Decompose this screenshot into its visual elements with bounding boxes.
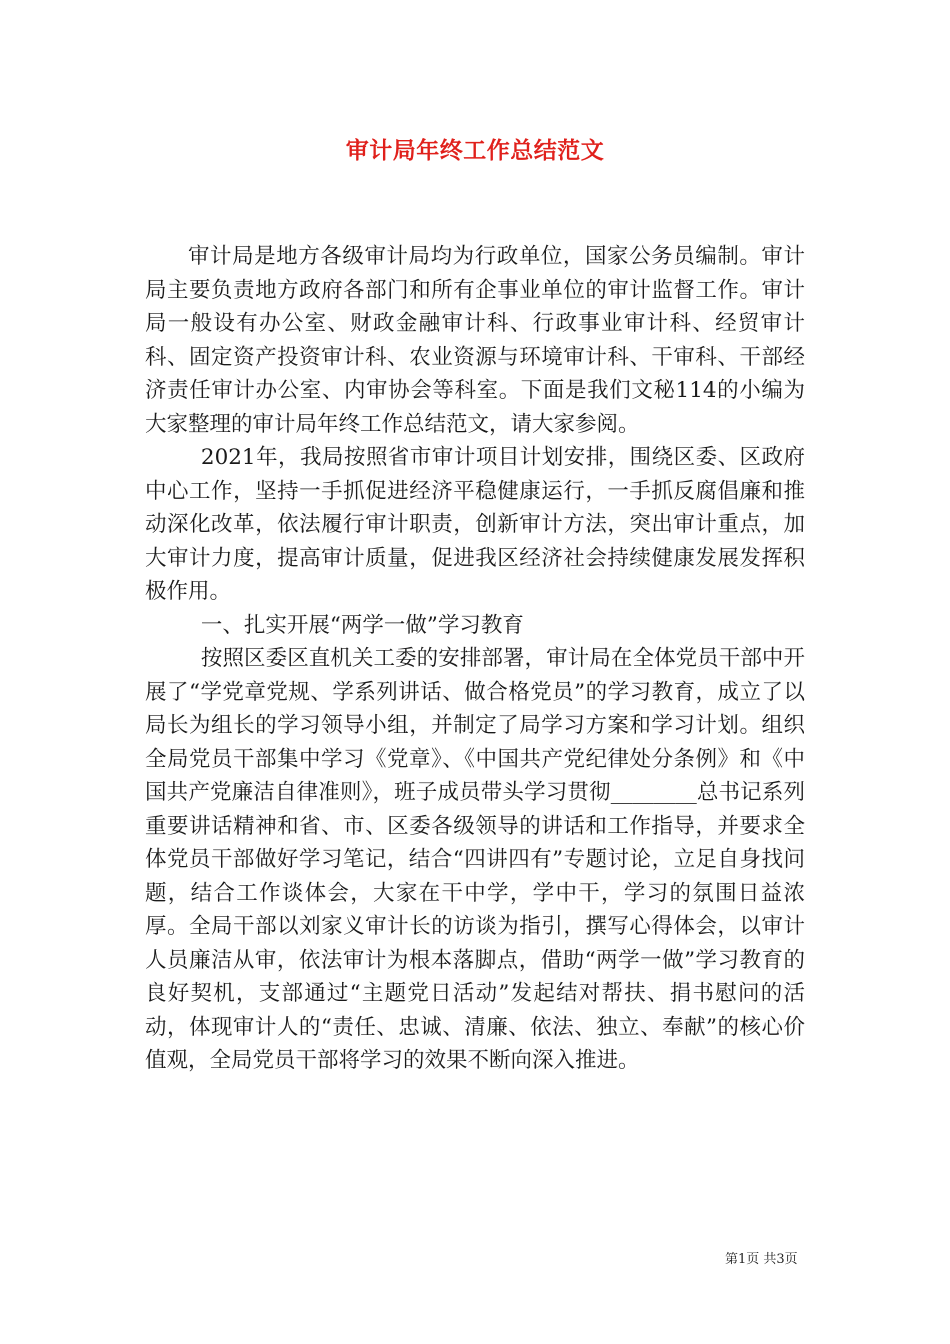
section-heading: 一、扎实开展“两学一做”学习教育 (200, 612, 524, 638)
document-title: 审计局年终工作总结范文 (345, 137, 605, 164)
page-number: 第1页 共3页 (725, 1252, 798, 1267)
paragraph-overview: 2021年，我局按照省市审计项目计划安排，围绕区委、区政府中心工作，坚持一手抓促进经济平稳健康运行，一手抓反腐倡廉和推动深化改革，依法履行审计职责，创新审计方法，突出审计重点，加大审计力度，提高审计质量，促进我区经济社会持续健康发展发挥积极作用。 (145, 445, 805, 604)
paragraph-study-education: 按照区委区直机关工委的安排部署，审计局在全体党员干部中开展了“学党章党规、学系列讲话、做合格党员”的学习教育，成立了以局长为组长的学习领导小组，并制定了局学习方案和学习计划。组织全局党员干部集中学习《党章》、《中国共产党纪律处分条例》和《中国共产党廉洁自律准则》，班子成员带头学习贯彻________总书记系列重要讲话精神和省、市、区委各级领导的讲话和工作指导，并要求全体党员干部做好学习笔记，结合“四讲四有”专题讨论，立足自身找问题，结合工作谈体会，大家在干中学，学中干，学习的氛围日益浓厚。全局干部以刘家义审计长的访谈为指引，撰写心得体会，以审计人员廉洁从审，依法审计为根本落脚点，借助“两学一做”学习教育的良好契机，支部通过“主题党日活动”发起结对帮扶、捐书慰问的活动，体现审计人的“责任、忠诚、清廉、依法、独立、奉献”的核心价值观，全局党员干部将学习的效果不断向深入推进。 (145, 646, 805, 1073)
paragraph-intro: 审计局是地方各级审计局均为行政单位，国家公务员编制。审计局主要负责地方政府各部门和所有企事业单位的审计监督工作。审计局一般设有办公室、财政金融审计科、行政事业审计科、经贸审计科、固定资产投资审计科、农业资源与环境审计科、干审科、干部经济责任审计办公室、内审协会等科室。下面是我们文秘114的小编为大家整理的审计局年终工作总结范文，请大家参阅。 (145, 244, 805, 437)
document-body (145, 240, 805, 1078)
